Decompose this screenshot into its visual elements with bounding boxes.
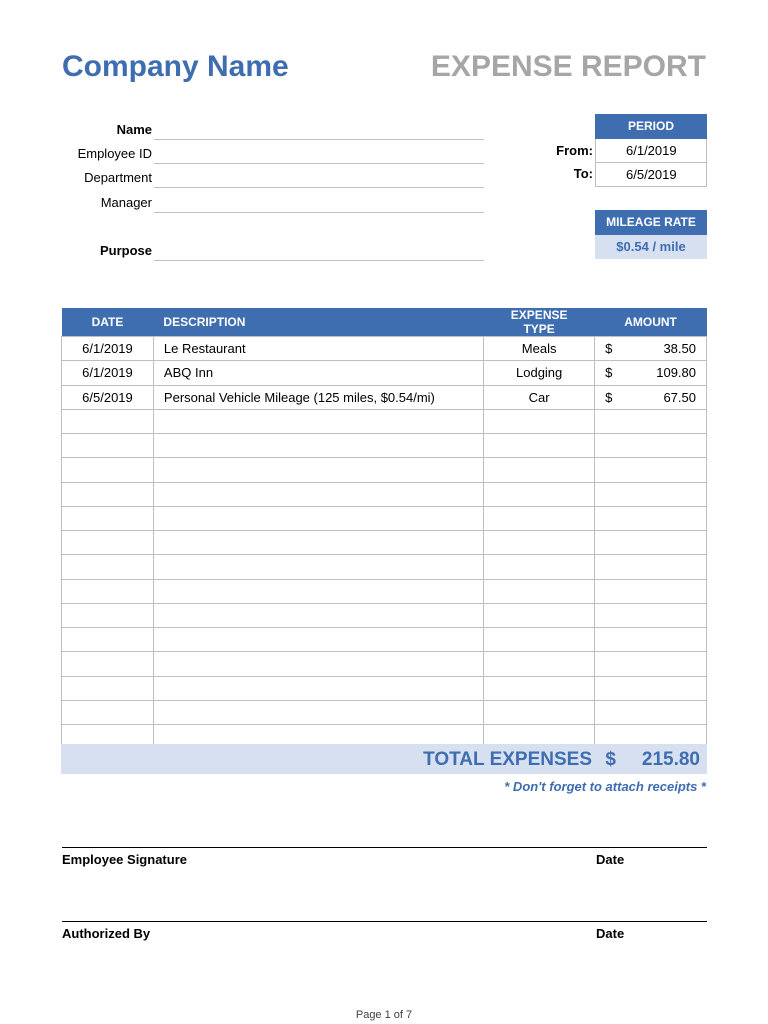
mileage-rate-value[interactable]: $0.54 / mile <box>595 235 707 259</box>
amount-value: 109.80 <box>656 365 696 381</box>
cell-description[interactable] <box>153 482 483 506</box>
employee-id-row <box>62 144 484 164</box>
table-row <box>62 579 707 603</box>
cell-amount[interactable] <box>595 652 707 676</box>
purpose-field[interactable] <box>154 260 484 261</box>
cell-amount[interactable] <box>595 458 707 482</box>
cell-description[interactable] <box>153 676 483 700</box>
cell-description[interactable] <box>153 555 483 579</box>
table-row <box>62 506 707 530</box>
cell-amount[interactable] <box>595 531 707 555</box>
column-header-amount: AMOUNT <box>595 308 707 337</box>
cell-date[interactable] <box>62 409 154 433</box>
cell-amount[interactable] <box>595 482 707 506</box>
cell-description[interactable] <box>153 531 483 555</box>
cell-description[interactable]: ABQ Inn <box>153 361 483 385</box>
cell-expense-type[interactable]: Meals <box>484 337 595 361</box>
cell-amount[interactable] <box>595 409 707 433</box>
name-label: Name <box>116 122 152 137</box>
table-row <box>62 361 707 385</box>
cell-description[interactable] <box>153 506 483 530</box>
column-header-date: DATE <box>62 308 154 337</box>
company-name: Company Name <box>62 50 289 83</box>
cell-description[interactable] <box>153 603 483 627</box>
table-row <box>62 385 707 409</box>
cell-amount[interactable] <box>595 603 707 627</box>
cell-date[interactable] <box>62 458 154 482</box>
cell-description[interactable] <box>153 579 483 603</box>
cell-date[interactable]: 6/1/2019 <box>62 361 154 385</box>
cell-description[interactable] <box>153 409 483 433</box>
cell-amount[interactable] <box>595 337 707 361</box>
table-row <box>62 603 707 627</box>
cell-expense-type[interactable] <box>484 555 595 579</box>
manager-row <box>62 193 484 213</box>
column-header-expense-type: EXPENSE TYPE <box>484 308 595 337</box>
report-title: EXPENSE REPORT <box>430 50 706 83</box>
table-row <box>62 531 707 555</box>
table-row <box>62 337 707 361</box>
mileage-header: MILEAGE RATE <box>595 210 707 235</box>
cell-expense-type[interactable] <box>484 434 595 458</box>
cell-amount[interactable] <box>595 434 707 458</box>
amount-wrap <box>605 341 696 356</box>
cell-amount[interactable] <box>595 676 707 700</box>
cell-date[interactable] <box>62 700 154 724</box>
period-from-label: From: <box>556 143 593 158</box>
employee-signature-line[interactable] <box>62 847 707 848</box>
purpose-row <box>62 241 484 261</box>
employee-id-label: Employee ID <box>77 146 152 161</box>
cell-description[interactable] <box>153 700 483 724</box>
cell-expense-type[interactable] <box>484 652 595 676</box>
cell-date[interactable] <box>62 628 154 652</box>
cell-expense-type[interactable] <box>484 676 595 700</box>
authorized-signature-line[interactable] <box>62 921 707 922</box>
receipts-reminder: * Don't forget to attach receipts * <box>504 779 706 794</box>
cell-description[interactable]: Le Restaurant <box>153 337 483 361</box>
manager-label: Manager <box>100 195 152 210</box>
table-header-row <box>62 308 707 337</box>
total-label: TOTAL EXPENSES <box>423 749 592 770</box>
cell-expense-type[interactable] <box>484 579 595 603</box>
cell-description[interactable] <box>153 458 483 482</box>
cell-date[interactable]: 6/5/2019 <box>62 385 154 409</box>
cell-date[interactable]: 6/1/2019 <box>62 337 154 361</box>
amount-value: 38.50 <box>663 341 696 357</box>
table-row <box>62 482 707 506</box>
name-row <box>62 120 484 140</box>
period-from-value[interactable]: 6/1/2019 <box>595 139 707 163</box>
total-bar <box>61 744 707 774</box>
cell-date[interactable] <box>62 506 154 530</box>
cell-date[interactable] <box>62 603 154 627</box>
cell-description[interactable] <box>153 434 483 458</box>
table-row <box>62 555 707 579</box>
cell-amount[interactable] <box>595 628 707 652</box>
total-currency: $ <box>605 749 616 770</box>
column-header-description: DESCRIPTION <box>153 308 483 337</box>
table-row <box>62 458 707 482</box>
cell-amount[interactable] <box>595 361 707 385</box>
table-row <box>62 628 707 652</box>
expense-table <box>61 308 707 749</box>
cell-expense-type[interactable] <box>484 506 595 530</box>
cell-date[interactable] <box>62 652 154 676</box>
cell-expense-type[interactable] <box>484 458 595 482</box>
cell-expense-type[interactable] <box>484 628 595 652</box>
period-to-label: To: <box>573 166 593 181</box>
cell-date[interactable] <box>62 482 154 506</box>
cell-amount[interactable] <box>595 579 707 603</box>
manager-field[interactable] <box>154 212 484 213</box>
table-row <box>62 409 707 433</box>
cell-amount[interactable] <box>595 506 707 530</box>
cell-amount[interactable] <box>595 555 707 579</box>
department-field[interactable] <box>154 187 484 188</box>
name-field[interactable] <box>154 139 484 140</box>
cell-date[interactable] <box>62 531 154 555</box>
expense-table-body <box>62 337 707 749</box>
cell-date[interactable] <box>62 579 154 603</box>
employee-date-label: Date <box>596 852 625 867</box>
table-row <box>62 676 707 700</box>
cell-expense-type[interactable] <box>484 409 595 433</box>
employee-signature-label: Employee Signature <box>62 852 187 867</box>
cell-date[interactable] <box>62 555 154 579</box>
table-row <box>62 434 707 458</box>
cell-expense-type[interactable] <box>484 603 595 627</box>
cell-expense-type[interactable]: Car <box>484 385 595 409</box>
amount-wrap <box>605 390 696 405</box>
mileage-box <box>595 210 707 259</box>
table-row <box>62 652 707 676</box>
cell-amount[interactable] <box>595 700 707 724</box>
cell-amount[interactable] <box>595 385 707 409</box>
period-box <box>595 114 707 187</box>
employee-id-field[interactable] <box>154 163 484 164</box>
cell-expense-type[interactable] <box>484 482 595 506</box>
cell-date[interactable] <box>62 434 154 458</box>
period-to-value[interactable]: 6/5/2019 <box>595 163 707 187</box>
cell-description[interactable] <box>153 628 483 652</box>
period-header: PERIOD <box>595 114 707 139</box>
cell-expense-type[interactable]: Lodging <box>484 361 595 385</box>
amount-currency: $ <box>605 341 613 357</box>
cell-description[interactable] <box>153 652 483 676</box>
purpose-label: Purpose <box>99 243 152 258</box>
amount-currency: $ <box>605 365 613 381</box>
cell-expense-type[interactable] <box>484 531 595 555</box>
table-row <box>62 700 707 724</box>
page-number: Page 1 of 7 <box>355 1009 413 1021</box>
total-value: 215.80 <box>641 749 700 770</box>
cell-expense-type[interactable] <box>484 700 595 724</box>
cell-description[interactable]: Personal Vehicle Mileage (125 miles, $0.54/mi) <box>153 385 483 409</box>
amount-wrap <box>605 365 696 380</box>
authorized-date-label: Date <box>596 926 625 941</box>
department-label: Department <box>84 170 152 185</box>
cell-date[interactable] <box>62 676 154 700</box>
amount-currency: $ <box>605 389 613 405</box>
authorized-by-label: Authorized By <box>62 926 151 941</box>
department-row <box>62 168 484 188</box>
amount-value: 67.50 <box>663 389 696 405</box>
